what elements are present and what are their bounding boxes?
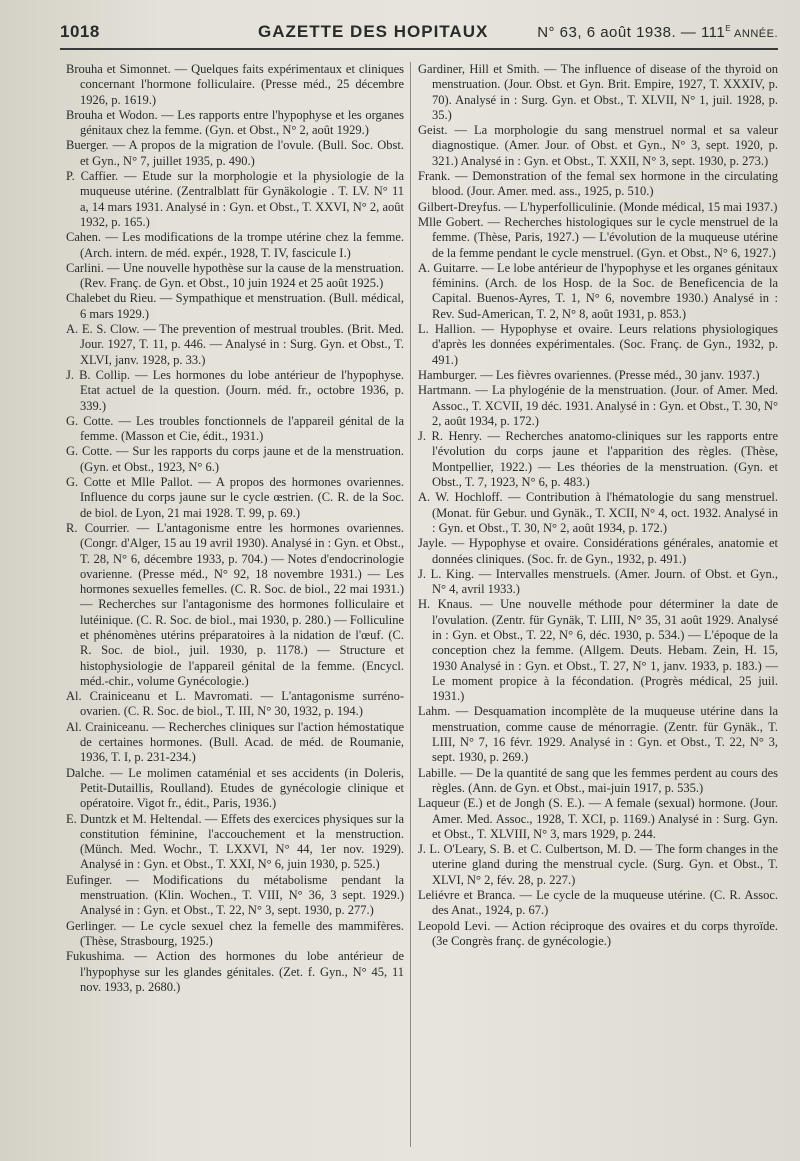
left-column [66,62,404,995]
bibliography-entry: Gerlinger. — Le cycle sexuel chez la femelle des mammifères. (Thèse, Strasbourg, 1925.) [66,918,404,948]
bibliography-entry: G. Cotte. — Sur les rapports du corps jaune et de la menstruation. (Gyn. et Obst., 1923, N° 6.) [66,444,404,474]
bibliography-entry: Gilbert-Dreyfus. — L'hyperfolliculinie. (Monde médical, 15 mai 1937.) [418,199,778,214]
bibliography-entry: Al. Crainiceanu et L. Mavromati. — L'antagonisme surréno-ovarien. (C. R. Soc. de biol., T. III, N° 30, 1932, p. 194.) [66,689,404,719]
bibliography-entry: Eufinger. — Modifications du métabolisme pendant la menstruation. (Klin. Wochen., T. VIII, N° 36, 3 sept. 1929.) Analysé in : Gyn. et Obst., T. 22, N° 3, sept. 1930, p. 277.) [66,872,404,918]
bibliography-entry: J. L. O'Leary, S. B. et C. Culbertson, M. D. — The form changes in the uterine gland during the menstrual cycle. (Surg. Gyn. et Obst., T. XLVI, N° 2, fév. 28, p. 227.) [418,842,778,887]
bibliography-entry: Carlini. — Une nouvelle hypothèse sur la cause de la menstruation. (Rev. Franç. de Gyn. et Obst., 10 juin 1924 et 25 août 1925.) [66,260,404,291]
issue-info [537,22,778,41]
bibliography-entry: Buerger. — A propos de la migration de l'ovule. (Bull. Soc. Obst. et Gyn., N° 7, juillet 1935, p. 490.) [66,138,404,168]
column-divider [410,62,411,1147]
bibliography-entry: J. B. Collip. — Les hormones du lobe antérieur de l'hypophyse. Etat actuel de la question. (Journ. méd. fr., octobre 1936, p. 339.) [66,367,404,413]
page-number: 1018 [60,22,100,41]
right-column [418,62,778,949]
bibliography-entry: G. Cotte et Mlle Pallot. — A propos des hormones ovariennes. Influence du corps jaune sur le cycle œstrien. (C. R. de la Soc. de biol. de Lyon, 21 mai 1928. T. 99, p. 69.) [66,475,404,520]
bibliography-entry: Jayle. — Hypophyse et ovaire. Considérations générales, anatomie et données cliniques. (Soc. fr. de Gyn., 1932, p. 491.) [418,536,778,566]
bibliography-entry: Hamburger. — Les fièvres ovariennes. (Presse méd., 30 janv. 1937.) [418,367,760,382]
bibliography-entry: Cahen. — Les modifications de la trompe utérine chez la femme. (Arch. intern. de méd. expér., 1928, T. IV, fascicule I.) [66,230,404,260]
bibliography-entry: Dalche. — Le molimen cataménial et ses accidents (in Doleris, Petit-Dutaillis, Roulland). Etudes de gynécologie clinique et opératoire. Vigot fr., édit., Paris, 1936.) [66,765,404,811]
bibliography-entry: J. R. Henry. — Recherches anatomo-cliniques sur les rapports entre l'évolution du corps jaune et l'apparition des règles. (Thèse, Montpellier, 1922.) — Les théories de la menstruation. (Gyn. et Obst., T. 7, 1923, N° 6, p. 483.) [418,429,778,490]
bibliography-entry: Leopold Levi. — Action réciproque des ovaires et du corps thyroïde. (3e Congrès franç. de gynécologie.) [418,918,778,948]
bibliography-entry: Leliévre et Branca. — Le cycle de la muqueuse utérine. (C. R. Assoc. des Anat., 1924, p. 67.) [418,888,778,918]
issue-sup: e [725,22,732,34]
bibliography-entry: Brouha et Simonnet. — Quelques faits expérimentaux et cliniques concernant l'hormone folliculaire. (Presse méd., 25 décembre 1926, p. 1619.) [66,62,404,107]
bibliography-entry: A. Guitarre. — Le lobe antérieur de l'hypophyse et les organes génitaux féminins. (Arch. de los Hosp. de la Soc. de Beneficencia de la Capital. Buenos-Ayres, T. 1, N° 6, novembre 1930.) Analysé in : Rev. Sud-American, T. 2, N° 8, août 1931, p. 853.) [418,260,778,321]
bibliography-entry: H. Knaus. — Une nouvelle méthode pour déterminer la date de l'ovulation. (Zentr. für Gynäk, T. LIII, N° 35, 31 août 1929. Analysé in : Gyn. et Obst., T. 22, N° 6, déc. 1930, p. 534.) — L'époque de la conception chez la femme. (Allgem. Deuts. Hebam. Zein, H. 15, 1930 Analysé in : Gyn. et Obst., T. 27, N° 1, janv. 1933, p. 183.) — Le moment propice à la fécondation. (Progrès médical, 25 juil. 1931.) [418,597,778,704]
bibliography-entry: Geist. — La morphologie du sang menstruel normal et sa valeur diagnostique. (Amer. Jour. of Obst. et Gyn., N° 3, sept. 1920, p. 321.) Analysé in : Gyn. et Obst., T. XXII, N° 3, sept. 1930, p. 273.) [418,123,778,168]
bibliography-entry: Hartmann. — La phylogénie de la menstruation. (Jour. of Amer. Med. Assoc., T. XCVII, 19 déc. 1931. Analysé in : Gyn. et Obst., T. 30, N° 2, août 1934, p. 172.) [418,383,778,428]
bibliography-entry: Gardiner, Hill et Smith. — The influence of disease of the thyroid on menstruation. (Jour. Obst. et Gyn. Brit. Empire, 1927, T. XXXIV, p. 70). Analysé in : Surg. Gyn. et Obst., T. XLVII, N° 1, juil. 1928, p. 35.) [418,62,778,122]
page-header [60,18,778,50]
bibliography-entry: Chalebet du Rieu. — Sympathique et menstruation. (Bull. médical, 6 mars 1929.) [66,291,404,321]
bibliography-entry: Frank. — Demonstration of the femal sex hormone in the circulating blood. (Jour. Amer. med. ass., 1925, p. 510.) [418,169,778,199]
journal-title: GAZETTE DES HOPITAUX [258,22,489,41]
bibliography-entry: L. Hallion. — Hypophyse et ovaire. Leurs relations physiologiques d'après les données expérimentales. (Soc. Franç. de Gyn., 1932, p. 491.) [418,322,778,367]
bibliography-entry: Al. Crainiceanu. — Recherches cliniques sur l'action hémostatique de certaines hormones. (Bull. Acad. de méd. de Roumanie, 1936, T. I, p. 231-234.) [66,719,404,765]
bibliography-entry: E. Duntzk et M. Heltendal. — Effets des exercices physiques sur la constitution féminine, l'accouchement et la menstruction. (Münch. Med. Wochr., T. LXXVI, N° 44, 1er nov. 1929). Analysé in : Gyn. et Obst., T. XXI, N° 6, juin 1930, p. 525.) [66,811,404,872]
bibliography-entry: Mlle Gobert. — Recherches histologiques sur le cycle menstruel de la femme. (Thèse, Paris, 1927.) — L'évolution de la muqueuse utérine de la femme pendant le cycle menstruel. (Gyn. et Obst., N° 6, 1927.) [418,214,778,260]
bibliography-entry: G. Cotte. — Les troubles fonctionnels de l'appareil génital de la femme. (Masson et Cie, édit., 1931.) [66,413,404,444]
bibliography-entry: J. L. King. — Intervalles menstruels. (Amer. Journ. of Obst. et Gyn., N° 4, avril 1933.) [418,566,778,597]
bibliography-entry: Lahm. — Desquamation incomplète de la muqueuse utérine dans la menstruation, comme cause de ménorragie. (Zentr. für Gynäk., T. LIII, N° 7, 16 févr. 1929. Analysé in : Gyn. et Obst., T. 22, N° 3, sept. 1930, p. 269.) [418,704,778,765]
bibliography-entry: A. E. S. Clow. — The prevention of mestrual troubles. (Brit. Med. Jour. 1927, T. 11, p. 446. — Analysé in : Surg. Gyn. et Obst., T. XLVI, janv. 1928, p. 33.) [66,322,404,367]
bibliography-entry: Fukushima. — Action des hormones du lobe antérieur de l'hypophyse sur les glandes génitales. (Zet. f. Gyn., N° 45, 11 nov. 1933, p. 2680.) [66,949,404,994]
bibliography-entry: Brouha et Wodon. — Les rapports entre l'hypophyse et les organes génitaux chez la femme. (Gyn. et Obst., N° 2, août 1929.) [66,107,404,138]
bibliography-entry: P. Caffier. — Etude sur la morphologie et la physiologie de la muqueuse utérine. (Zentralblatt für Gynäkologie . T. LV. N° 11 a, 14 mars 1931. Analysé in : Gyn. et Obst., T. XXVI, N° 2, août 1932, p. 165.) [66,169,404,229]
issue-annee: ANNÉE. [731,28,778,40]
bibliography-entry: Laqueur (E.) et de Jongh (S. E.). — A female (sexual) hormone. (Jour. Amer. Med. Assoc., 1928, T. XCI, p. 1169.) Analysé in : Surg. Gyn. et Obst., T. XLVIII, N° 3, mars 1929, p. 244. [418,796,778,841]
bibliography-entry: Labille. — De la quantité de sang que les femmes perdent au cours des règles. (Ann. de Gyn. et Obst., mai-juin 1917, p. 535.) [418,765,778,795]
bibliography-entry: A. W. Hochloff. — Contribution à l'hématologie du sang menstruel. (Monat. für Gebur. und Gynäk., T. XCII, N° 4, oct. 1932. Analysé in : Gyn. et Obst., T. 30, N° 2, août 1934, p. 172.) [418,490,778,535]
issue-text: N° 63, 6 août 1938. — 111 [537,24,726,41]
bibliography-entry: R. Courrier. — L'antagonisme entre les hormones ovariennes. (Congr. d'Alger, 15 au 19 avril 1930). Analysé in : Gyn. et Obst., T. 28, N° 6, décembre 1933, p. 704.) — Notes d'endocrinologie ovarienne. (Presse méd., N° 92, 18 novembre 1931.) — Les hormones sexuelles femelles. (C. R. Soc. de biol., 22 mai 1931.) — Recherches sur l'antagonisme des hormones folliculaire et lutéinique. (C. R. Soc. de biol., mai 1930, p. 280.) — Folliculine et phénomènes utérins préparatoires à la nidation de l'œuf. (C. R. Soc. de biol., juil. 1930, p. 1178.) — Structure et histophysiologie de l'appareil génital de la femme. (Encycl. méd.-chir., volume Gynécologie.) [66,520,404,688]
